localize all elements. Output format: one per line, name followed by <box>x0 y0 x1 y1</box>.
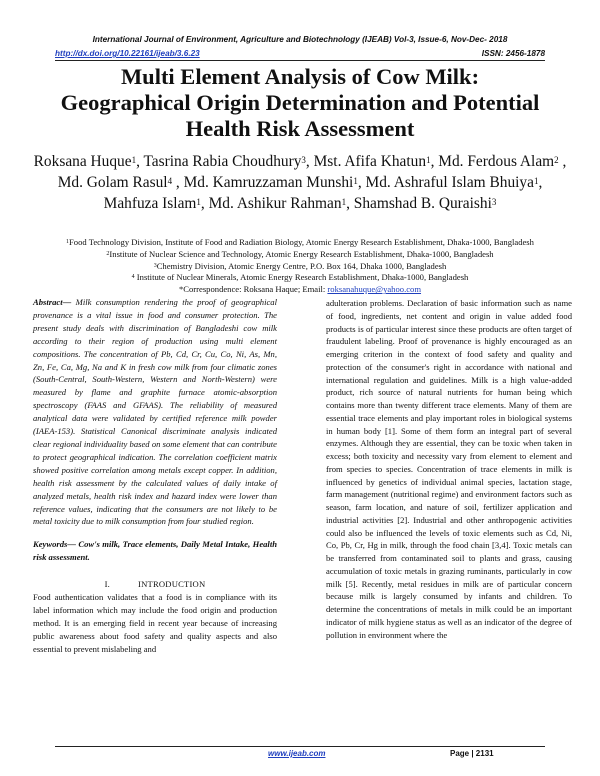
affiliation-text: Chemistry Division, Atomic Energy Centre, P.O. Box 164, Dhaka 1000, Bangladesh <box>156 260 447 271</box>
author-name: Md. Ashikur Rahman <box>208 195 342 212</box>
author-affiliation-mark: 1 <box>131 155 137 165</box>
author-name: Tasrina Rabia Choudhury <box>143 153 302 170</box>
affiliations <box>45 237 555 296</box>
title-line-3: Health Risk Assessment <box>185 116 415 141</box>
author-affiliation-mark: 4 <box>167 176 173 186</box>
doi-link[interactable]: http://dx.doi.org/10.22161/ijeab/3.6.23 <box>55 49 200 58</box>
author-separator: , <box>430 153 439 170</box>
abstract <box>33 296 277 528</box>
author-affiliation-mark: 1 <box>353 176 358 186</box>
keywords-text: Cow's milk, Trace elements, Daily Metal Intake, Health risk assessment. <box>33 539 277 563</box>
author-name: Mahfuza Islam <box>103 195 197 212</box>
affiliation-line <box>45 249 555 261</box>
affiliation-mark: 3 <box>153 262 157 269</box>
title-line-2: Geographical Origin Determination and Potential <box>60 90 540 115</box>
affiliation-line <box>45 261 555 273</box>
correspondence-prefix: *Correspondence: Roksana Haque; Email: <box>178 284 328 295</box>
author-affiliation-mark: 2 <box>554 155 559 165</box>
author-name: Md. Ashraful Islam Bhuiya <box>365 174 534 191</box>
section-number: I. <box>104 579 111 590</box>
author-separator: , <box>357 174 366 191</box>
keywords-dash: — <box>67 539 79 550</box>
correspondence <box>45 284 555 296</box>
author-separator: , <box>200 195 209 212</box>
footer-page-number: Page | 2131 <box>450 749 494 758</box>
right-column <box>326 297 572 641</box>
section-title: INTRODUCTION <box>138 579 206 590</box>
left-column <box>33 296 277 656</box>
author-name: Shamshad B. Quraishi <box>353 195 492 212</box>
author-name: Mst. Afifa Khatun <box>313 153 427 170</box>
affiliation-mark: 1 <box>66 239 70 245</box>
author-affiliation-mark: 3 <box>491 197 497 207</box>
intro-paragraph-left: Food authentication validates that a food is in compliance with its label information which may include the food origin and production method. It is an emerging field in recent year because of increasing public awareness about food safety and quality aspects and also essential to prevent mislabeling and <box>33 592 277 654</box>
author-affiliation-mark: 1 <box>341 197 347 207</box>
keywords-label: Keywords <box>33 539 68 550</box>
author-name: Roksana Huque <box>33 153 132 170</box>
author-list <box>30 151 570 214</box>
header-rule <box>55 60 545 61</box>
intro-paragraph-right: adulteration problems. Declaration of basic information such as name of food, ingredients, net content and origin in value added food products is of particular interest since these products are often target of fraudulent labeling. Proof of provenance is highly encouraged as an emerging criterion in the context of food safety and quality and protection of the consumer's right in accordance with national and international regulation and guidelines. Milk is a high value-added product, rich source of natural nutrients for human being which contains more than twenty different trace elements. Many of them are essential trace elements and play important roles in biological systems in human body [1]. Some of them form an integral part of several enzymes. Although they are essential, they can be toxic when taken in excess; both toxicity and necessity vary from element to element and from species to species. Concentration of trace elements in milk is influenced by genetics of individual animal species, lactation stage, farm management (nutritional regime) and environment factors such as season, farm location, and nature of soil, fertilizer application and industrial activities [2]. Industrial and other anthropogenic activities could also be influenced the levels of toxic elements such as Cd, Ni, Co, Pb, Cr, Hg in milk, through the food chain [3,4]. Toxic metals can be transferred from contaminated soil to plants and grass, causing accumulation of toxic metals in grazing ruminants, particularly in cow milk [5]. Recently, metal residues in milk are of particular concern because milk is largely consumed by infants and children. To determine the concentrations of metals in milk could be an important indicator of milk hygiene status as well as an indicator of the degree of pollution in environment where the <box>326 298 572 640</box>
author-name: Md. Kamruzzaman Munshi <box>183 174 354 191</box>
footer-site-link[interactable]: www.ijeab.com <box>268 749 326 758</box>
author-affiliation-mark: 1 <box>196 197 201 207</box>
journal-header: International Journal of Environment, Agriculture and Biotechnology (IJEAB) Vol-3, Issue-6, Nov-Dec- 2018 <box>92 35 508 44</box>
author-separator: , <box>538 174 543 191</box>
author-affiliation-mark: 3 <box>301 155 306 165</box>
author-affiliation-mark: 1 <box>533 176 539 186</box>
affiliation-line <box>45 272 555 284</box>
footer-rule <box>55 746 545 747</box>
affiliation-text: Institute of Nuclear Science and Technology, Atomic Energy Research Establishment, Dhaka-1000, Bangladesh <box>109 248 494 259</box>
correspondence-email[interactable]: roksanahuque@yahoo.com <box>327 284 422 295</box>
affiliation-mark: 4 <box>131 274 135 281</box>
abstract-text: Milk consumption rendering the proof of geographical provenance is a vital issue in food and consumer protection. The present study deals with discrimination of Bangladeshi cow milk according to their region of production using multi element compositions. The concentration of Pb, Cd, Cr, Cu, Co, Ni, As, Mn, Zn, Fe, Ca, Mg, Na and K in fresh cow milk from four climatic zones (South-Central, South-Western, Western and North-Western) were measured by flame and graphite furnace atomic-absorption spectroscopy (FAAS and GFAAS). The reliability of measured analytical data were validated by certified reference milk powder (IAEA-153). Statistical Canonical discriminate analysis indicated clear regional individuality based on some element that can contribute to protect geographical indication. The correlation coefficient matrix showed positive correlation among metals except copper. In addition, health risk assessment by the calculated values of daily intake of analyzed metals, health risk index and hazard index were lower than reference values, indicating that the consumers are not likely to be metal toxicity due to milk consumption from four studied region. <box>33 297 277 527</box>
paper-title <box>40 64 560 142</box>
author-separator: , <box>136 153 144 170</box>
author-separator: , <box>346 195 354 212</box>
author-affiliation-mark: 1 <box>426 155 431 165</box>
abstract-label: Abstract <box>33 297 63 307</box>
affiliation-text: Institute of Nuclear Minerals, Atomic Energy Research Establishment, Dhaka-1000, Bangladesh <box>134 272 469 283</box>
author-separator: , <box>305 153 314 170</box>
affiliation-list <box>45 237 555 284</box>
header-doi-line <box>55 48 545 59</box>
author-separator: , <box>172 174 184 191</box>
affiliation-line <box>45 237 555 249</box>
author-name: Md. Ferdous Alam <box>438 153 555 170</box>
author-name: Md. Golam Rasul <box>57 174 168 191</box>
title-line-1: Multi Element Analysis of Cow Milk: <box>120 64 480 89</box>
keywords <box>33 538 277 564</box>
abstract-dash: — <box>62 297 76 307</box>
affiliation-text: Food Technology Division, Institute of Food and Radiation Biology, Atomic Energy Research Establishment, Dhaka-1000, Bangladesh <box>69 237 534 247</box>
author-separator: , <box>558 153 567 170</box>
issn: ISSN: 2456-1878 <box>481 49 545 58</box>
section-heading-introduction <box>33 578 277 591</box>
affiliation-mark: 2 <box>106 250 110 257</box>
